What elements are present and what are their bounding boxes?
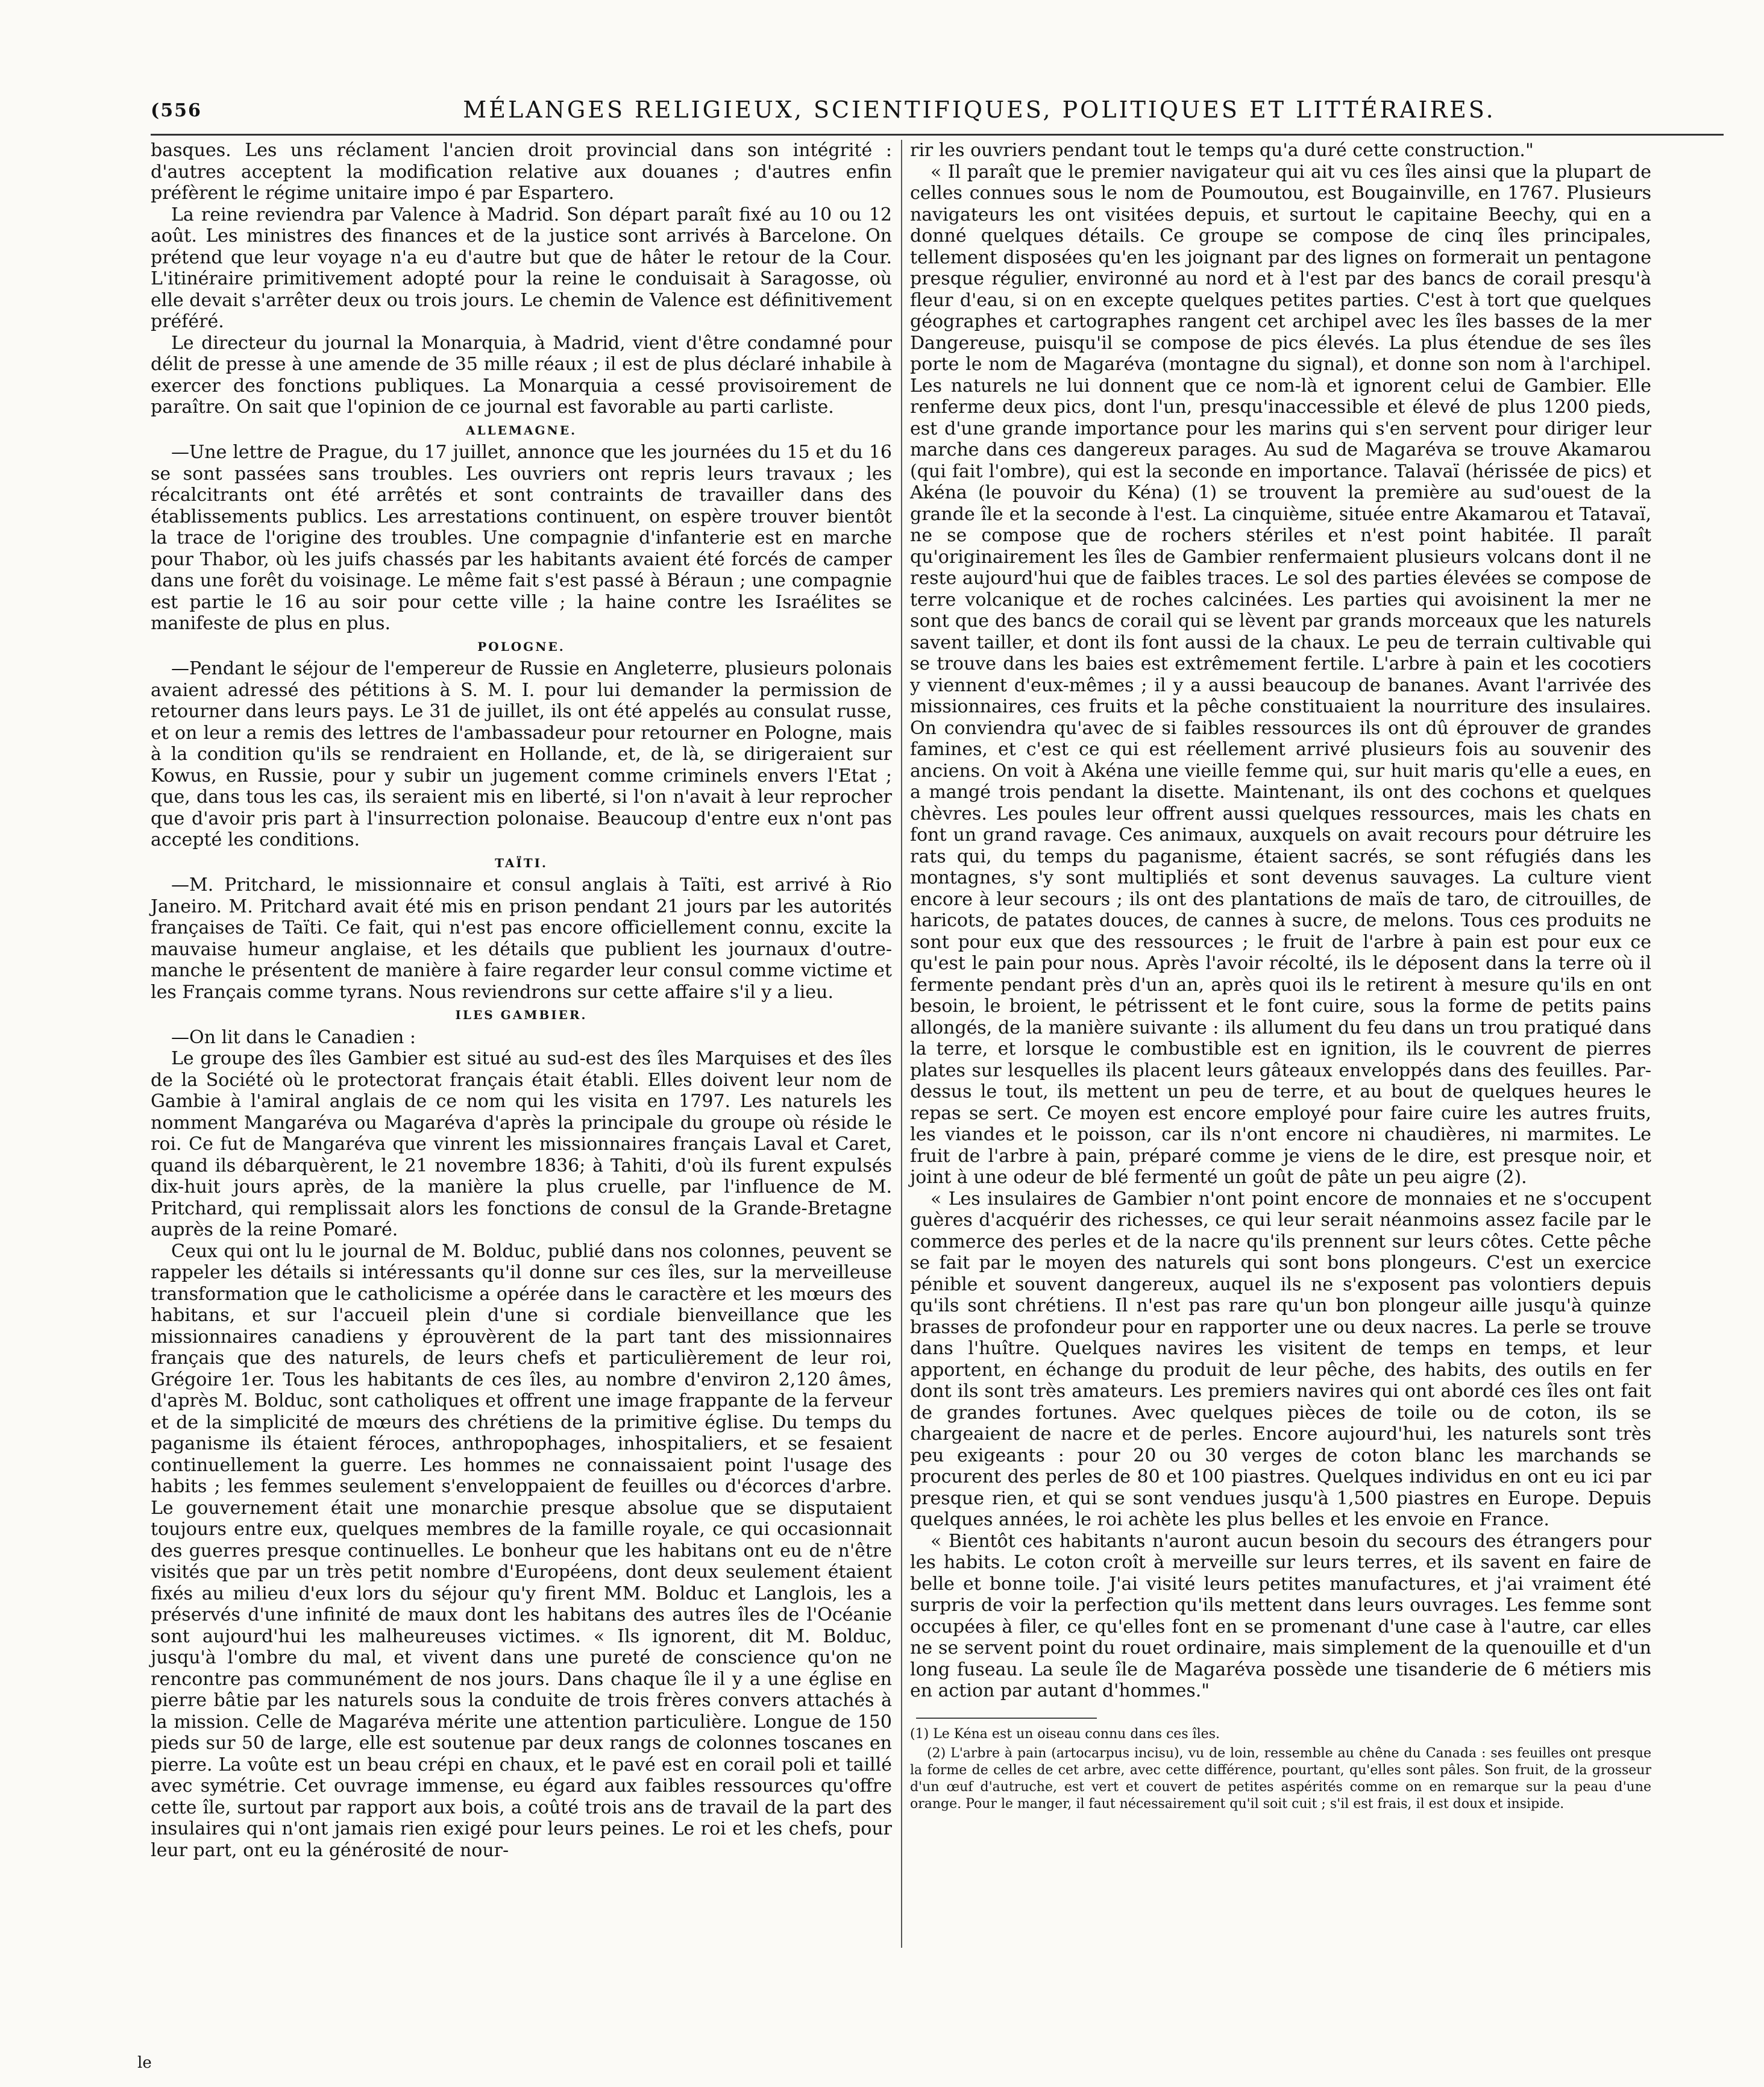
paragraph-taiti: —M. Pritchard, le missionnaire et consul anglais à Taïti, est arrivé à Rio Janeiro. M. Pritchard avait été mis en prison pendant 21 jours par les autorités françaises de Taïti. Ce fait, qui n'est pas encore officiellement connu, excite la mauvaise humeur anglaise, et les détails que publient les journaux d'outre-manche le présentent de manière à faire regarder leur consul comme victime et les Français comme tyrans. Nous reviendrons sur cette affaire s'il y a lieu. — [151, 874, 892, 1003]
section-heading-taiti: TAÏTI. — [495, 855, 548, 870]
paragraph-bolduc: Ceux qui ont lu le journal de M. Bolduc, publié dans nos colonnes, peuvent se rappeler les détails si intéressants qu'il donne sur ces îles, sur la merveilleuse transformation que le catholicisme a opérée dans le caractère et les mœurs des habitans, et sur l'accueil plein d'une si cordiale bienveillance que les missionnaires canadiens y éprouvèrent de la part tant des missionnaires français que des naturels, de leurs chefs et particulièrement de leur roi, Grégoire 1er. Tous les habitants de ces îles, au nombre d'environ 2,120 âmes, d'après M. Bolduc, sont catholiques et offrent une image frappante de la ferveur et de la simplicité de mœurs des chrétiens de la primitive église. Du temps du paganisme ils étaient féroces, anthropophages, inhospitaliers, et se fesaient continuellement la guerre. Les hommes ne connaissaient point l'usage des habits ; les femmes seulement s'enveloppaient de feuilles ou d'écorces d'arbre. Le gouvernement était une monarchie presque absolue que se disputaient toujours entre eux, quelques membres de la famille royale, ce qui occasionnait des guerres presque continuelles. Le bonheur que les habitans ont eu de n'être visités que par un très petit nombre d'Européens, dont deux seulement étaient fixés au milieu d'eux lors du séjour qu'y firent MM. Bolduc et Langlois, les a préservés d'une infinité de maux dont les habitans des autres îles de l'Océanie sont aujourd'hui les malheureuses victimes. « Ils ignorent, dit M. Bolduc, jusqu'à l'ombre du mal, et vivent dans une pureté de conscience qu'on ne rencontre pas communément de nos jours. Dans chaque île il y a une église en pierre bâtie par les naturels sous la conduite de trois frères convers attachés à la mission. Celle de Magaréva mérite une attention particulière. Longue de 150 pieds sur 50 de large, elle est soutenue par deux rangs de colonnes toscanes en pierre. La voûte est un beau crépi en chaux, et le pavé est en corail poli et taillé avec symétrie. Cet ouvrage immense, eu égard aux faibles ressources qu'offre cette île, surtout par rapport aux bois, a coûté trois ans de travail de la part des insulaires qui n'ont jamais rien exigé pour leurs peines. Le roi et les chefs, pour leur part, ont eu la générosité de nour- — [151, 1240, 892, 1861]
section-heading-gambier: ILES GAMBIER. — [455, 1008, 588, 1022]
paragraph-monarquia: Le directeur du journal la Monarquia, à Madrid, vient d'être condamné pour délit de presse à une amende de 35 mille réaux ; il est de plus déclaré inhabile à exercer des fonctions publiques. La Monarquia a cessé provisoirement de paraître. On sait que l'opinion de ce journal est favorable au parti carliste. — [151, 332, 892, 418]
page-header — [151, 96, 1718, 133]
paragraph-continuation: rir les ouvriers pendant tout le temps qu'a duré cette construction." — [910, 140, 1534, 161]
paragraph-pologne: —Pendant le séjour de l'empereur de Russie en Angleterre, plusieurs polonais avaient adressé des pétitions à S. M. I. pour lui demander la permission de retourner dans leurs pays. Le 31 de juillet, ils ont été appelés au consulat russe, et on leur a remis des lettres de l'ambassadeur pour retourner en Pologne, mais à la condition qu'ils se rendraient en Hollande, et, de là, se dirigeraient sur Kowus, en Russie, pour y subir un jugement comme criminels envers l'Etat ; que, dans tous les cas, ils seraient mis en liberté, si l'on n'avait à leur reprocher que d'avoir pris part à l'insurrection polonaise. Beaucoup d'entre eux n'ont pas accepté les conditions. — [151, 658, 892, 850]
section-heading-allemagne: ALLEMAGNE. — [465, 422, 577, 438]
paragraph-prague: —Une lettre de Prague, du 17 juillet, annonce que les journées du 15 et du 16 se sont passées sans troubles. Les ouvriers ont repris leurs travaux ; les récalcitrants ont été arrêtés et sont contraints de travailler dans des établissements publics. Les arrestations continuent, on espère trouver bientôt la trace de l'origine des troubles. Une compagnie d'infanterie est en marche pour Thabor, où les juifs chassés par les habitants avaient été forcés de camper dans une forêt du voisinage. Le même fait s'est passé à Béraun ; une compagnie est partie le 16 au soir pour cette ville ; la haine contre les Israélites se manifeste de plus en plus. — [151, 442, 892, 634]
paragraph-reine: La reine reviendra par Valence à Madrid. Son départ paraît fixé au 10 ou 12 août. Les ministres des finances et de la justice sont arrivés à Barcelone. On prétend que leur voyage n'a eu d'autre but que de hâter le retour de la Cour. L'itinéraire primitivement adopté pour la reine le conduisait à Saragosse, où elle devait s'arrêter deux ou trois jours. Le chemin de Valence est définitivement préféré. — [151, 204, 892, 332]
paragraph-navigateur: « Il paraît que le premier navigateur qui ait vu ces îles ainsi que la plupart de celles connues sous le nom de Poumoutou, est Bougainville, en 1767. Plusieurs navigateurs les ont visitées depuis, et surtout le capitaine Beechy, qui en a donné quelques détails. Ce groupe se compose de cinq îles principales, tellement disposées qu'en les joignant par des lignes on formerait un pentagone presque régulier, environné au nord et à l'est par des bancs de corail presqu'à fleur d'eau, si on en excepte quelques petites parties. C'est à tort que quelques géographes et cartographes rangent cet archipel avec les îles basses de la mer Dangereuse, puisqu'il se compose de pics élevés. La plus étendue de ses îles porte le nom de Magaréva (montagne du signal), et donne son nom à l'archipel. Les naturels ne lui donnent que ce nom-là et ignorent celui de Gambier. Elle renferme deux pics, dont l'un, presqu'inaccessible et élevé de plus 1200 pieds, est d'une grande importance pour les marins qui s'en servent pour diriger leur marche dans ces dangereux parages. Au sud de Magaréva se trouve Akamarou (qui fait l'ombre), qui est la seconde en importance. Talavaï (hérissée de pics) et Akéna (le pouvoir du Kéna) (1) se trouvent la première au sud'ouest de la grande île et la seconde à l'est. La cinquième, située entre Akamarou et Tatavaï, ne se compose que de rochers stériles et n'est point habitée. Il paraît qu'originairement les îles de Gambier renfermaient plusieurs volcans dont il ne reste aujourd'hui que de faibles traces. Le sol des parties élevées se compose de terre volcanique et de roches calcinées. Les parties qui avoisinent la mer ne sont que des bancs de corail qui se lèvent par grands morceaux que les naturels savent tailler, et dont ils font aussi de la chaux. Le peu de terrain cultivable qui se trouve dans les baies est extrêmement fertile. L'arbre à pain et les cocotiers y viennent d'eux-mêmes ; il y a aussi beaucoup de bananes. Avant l'arrivée des missionnaires, ces fruits et la pêche constituaient la nourriture des insulaires. On conviendra qu'avec de si faibles ressources ils ont dû éprouver de grandes famines, et c'est ce qui est réellement arrivé plusieurs fois au souvenir des anciens. On voit à Akéna une vieille femme qui, sur huit maris qu'elle a eues, en a mangé trois pendant la disette. Maintenant, ils ont des cochons et quelques chèvres. Les poules leur offrent aussi quelques ressources, mais les chats en font un grand ravage. Ces animaux, auxquels on avait recours pour détruire les rats qui, du temps du paganisme, étaient sacrés, se sont réfugiés dans les montagnes, s'y sont multipliés et sont devenus sauvages. La culture vient encore à leur secours ; ils ont des plantations de maïs de taro, de citrouilles, de haricots, de patates douces, de cannes à sucre, de melons. Tous ces produits ne sont pour eux que des ressources ; le fruit de l'arbre à pain est pour eux ce qu'est le pain pour nous. Après l'avoir récolté, ils le déposent dans la terre où il fermente pendant près d'un an, après quoi ils le retirent à mesure qu'ils en ont besoin, le broient, le pétrissent et le font cuire, sous la forme de petits pains allongés, de la manière suivante : ils allument du feu dans un trou pratiqué dans la terre, et lorsque le combustible est en ignition, ils le couvrent de pierres plates sur lesquelles ils placent leurs gâteaux enveloppés dans des feuilles. Par-dessus le tout, ils mettent un peu de terre, et au bout de quelques heures le repas se sert. Ce moyen est encore employé pour faire cuire les autres fruits, les viandes et le poisson, car ils n'ont encore ni chaudières, ni marmites. Le fruit de l'arbre à pain, préparé comme je viens de le dire, est presque noir, et joint à une odeur de blé fermenté un goût de pâte un peu aigre (2). — [910, 161, 1651, 1188]
paragraph-canadien: —On lit dans le Canadien : — [171, 1026, 416, 1048]
column-divider — [901, 140, 902, 1948]
header-rule — [151, 134, 1724, 136]
paragraph-groupe: Le groupe des îles Gambier est situé au sud-est des îles Marquises et des îles de la Société où le protectorat français était établi. Elles doivent leur nom de Gambie à l'amiral anglais de ce nom qui les visita en 1797. Les naturels les nomment Mangaréva ou Magaréva d'après la principale du groupe où réside le roi. Ce fut de Mangaréva que vinrent les missionnaires français Laval et Caret, quand ils débarquèrent, le 21 novembre 1836; à Tahiti, d'où ils furent expulsés dix-huit jours après, de la manière la plus cruelle, par l'influence de M. Pritchard, qui remplissait alors les fonctions de consul de la Grande-Bretagne auprès de la reine Pomaré. — [151, 1048, 892, 1240]
page-number: (556 — [151, 100, 202, 121]
footnotes-rule — [916, 1718, 1097, 1719]
paragraph-bientot: « Bientôt ces habitants n'auront aucun besoin du secours des étrangers pour les habits. Le coton croît à merveille sur leurs terres, et ils savent en faire de belle et bonne toile. J'ai visité leurs petites manufactures, et j'ai vraiment été surpris de voir la perfection qu'ils mettent dans leurs ouvrages. Les femme sont occupées à filer, ce qu'elles font en se promenant d'une case à l'autre, car elles ne se servent point du rouet ordinaire, mais simplement de la quenouille et d'un long fuseau. La seule île de Magaréva possède une tisanderie de 6 métiers mis en action par autant d'hommes." — [910, 1530, 1651, 1701]
footnote-1: (1) Le Kéna est un oiseau connu dans ces îles. — [910, 1726, 1220, 1742]
footnote-2: (2) L'arbre à pain (artocarpus incisu), vu de loin, ressemble au chêne du Canada : ses feuilles ont presque la forme de celles de cet arbre, avec cette différence, pourtant, qu'elles sont pâles. Son fruit, de la grosseur d'un œuf d'autruche, est vert et couvert de petites aspérités comme on en remarque sur la peau d'une orange. Pour le manger, il faut nécessairement qu'il soit cuit ; s'il est frais, il est doux et insipide. — [910, 1745, 1651, 1812]
right-column — [910, 140, 1651, 1813]
section-heading-pologne: POLOGNE. — [477, 639, 565, 654]
paragraph-monnaies: « Les insulaires de Gambier n'ont point encore de monnaies et ne s'occupent guères d'acquérir des richesses, ce qui leur serait néanmoins assez facile par le commerce des perles et de la nacre qu'ils prennent sur leurs côtes. Cette pêche se fait par le moyen des naturels qui sont bons plongeurs. C'est un exercice pénible et souvent dangereux, auquel ils ne s'exposent pas volontiers depuis qu'ils sont chrétiens. Il n'est pas rare qu'un bon plongeur aille jusqu'à quinze brasses de profondeur pour en rapporter une ou deux nacres. La perle se trouve dans l'huître. Quelques navires les visitent de temps en temps, et leur apportent, en échange du produit de leur pêche, des habits, des outils en fer dont ils sont très amateurs. Les premiers navires qui ont abordé ces îles ont fait de grandes fortunes. Avec quelques pièces de toile ou de coton, ils se chargeaient de nacre et de perles. Encore aujourd'hui, les naturels sont très peu exigeants : pour 20 ou 30 verges de coton blanc les marchands se procurent des perles de 80 et 100 piastres. Quelques individus en ont eu ici par presque rien, et qui se sont vendues jusqu'à 1,500 piastres en Europe. Depuis quelques années, le roi achète les plus belles et les envoie en France. — [910, 1188, 1651, 1530]
paragraph-basques: basques. Les uns réclament l'ancien droit provincial dans son intégrité : d'autres acceptent la modification relative aux douanes ; d'autres enfin préfèrent le régime unitaire impo é par Espartero. — [151, 140, 892, 204]
left-column — [151, 140, 892, 1861]
running-title: MÉLANGES RELIGIEUX, SCIENTIFIQUES, POLITIQUES ET LITTÉRAIRES. — [463, 96, 1496, 123]
catchword: le — [137, 2054, 152, 2072]
